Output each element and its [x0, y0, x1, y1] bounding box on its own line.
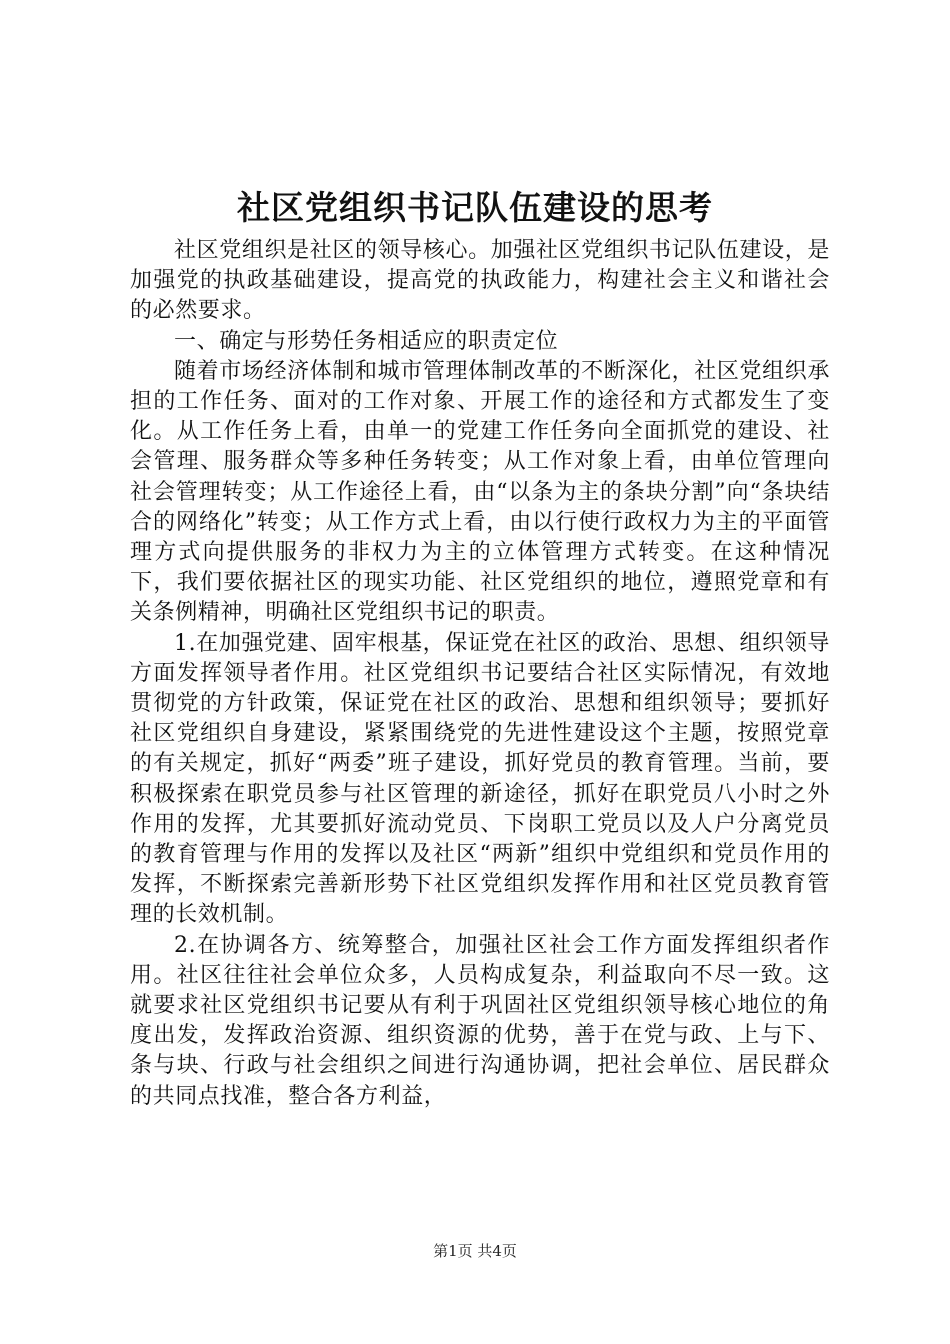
paragraph-context: 随着市场经济体制和城市管理体制改革的不断深化，社区党组织承担的工作任务、面对的工作对象、开展工作的途径和方式都发生了变化。从工作任务上看，由单一的党建工作任务向全面抓党的建设、社会管理、服务群众等多种任务转变；从工作对象上看，由单位管理向社会管理转变；从工作途径上看，由“以条为主的条块分割”向“条块结合的网络化”转变；从工作方式上看，由以行使行政权力为主的平面管理方式向提供服务的非权力为主的立体管理方式转变。在这种情况下，我们要依据社区的现实功能、社区党组织的地位，遵照党章和有关条例精神，明确社区党组织书记的职责。: [130, 358, 830, 626]
document-body: [130, 236, 830, 1112]
document-title: 社区党组织书记队伍建设的思考: [237, 188, 713, 227]
paragraph-point-1: 1.在加强党建、固牢根基，保证党在社区的政治、思想、组织领导方面发挥领导者作用。社区党组织书记要结合社区实际情况，有效地贯彻党的方针政策，保证党在社区的政治、思想和组织领导；要抓好社区党组织自身建设，紧紧围绕党的先进性建设这个主题，按照党章的有关规定，抓好“两委”班子建设，抓好党员的教育管理。当前，要积极探索在职党员参与社区管理的新途径，抓好在职党员八小时之外作用的发挥，尤其要抓好流动党员、下岗职工党员以及人户分离党员的教育管理与作用的发挥以及社区“两新”组织中党组织和党员作用的发挥，不断探索完善新形势下社区党组织发挥作用和社区党员教育管理的长效机制。: [130, 630, 830, 928]
section-heading: 一、确定与形势任务相适应的职责定位: [174, 328, 559, 354]
paragraph-intro: 社区党组织是社区的领导核心。加强社区党组织书记队伍建设，是加强党的执政基础建设，提高党的执政能力，构建社会主义和谐社会的必然要求。: [130, 238, 830, 324]
paragraph-point-2: 2.在协调各方、统筹整合，加强社区社会工作方面发挥组织者作用。社区往往社会单位众多，人员构成复杂，利益取向不尽一致。这就要求社区党组织书记要从有利于巩固社区党组织领导核心地位的角度出发，发挥政治资源、组织资源的优势，善于在党与政、上与下、条与块、行政与社会组织之间进行沟通协调，把社会单位、居民群众的共同点找准，整合各方利益，: [130, 932, 830, 1109]
page-footer: 第1页 共4页: [433, 1242, 517, 1260]
